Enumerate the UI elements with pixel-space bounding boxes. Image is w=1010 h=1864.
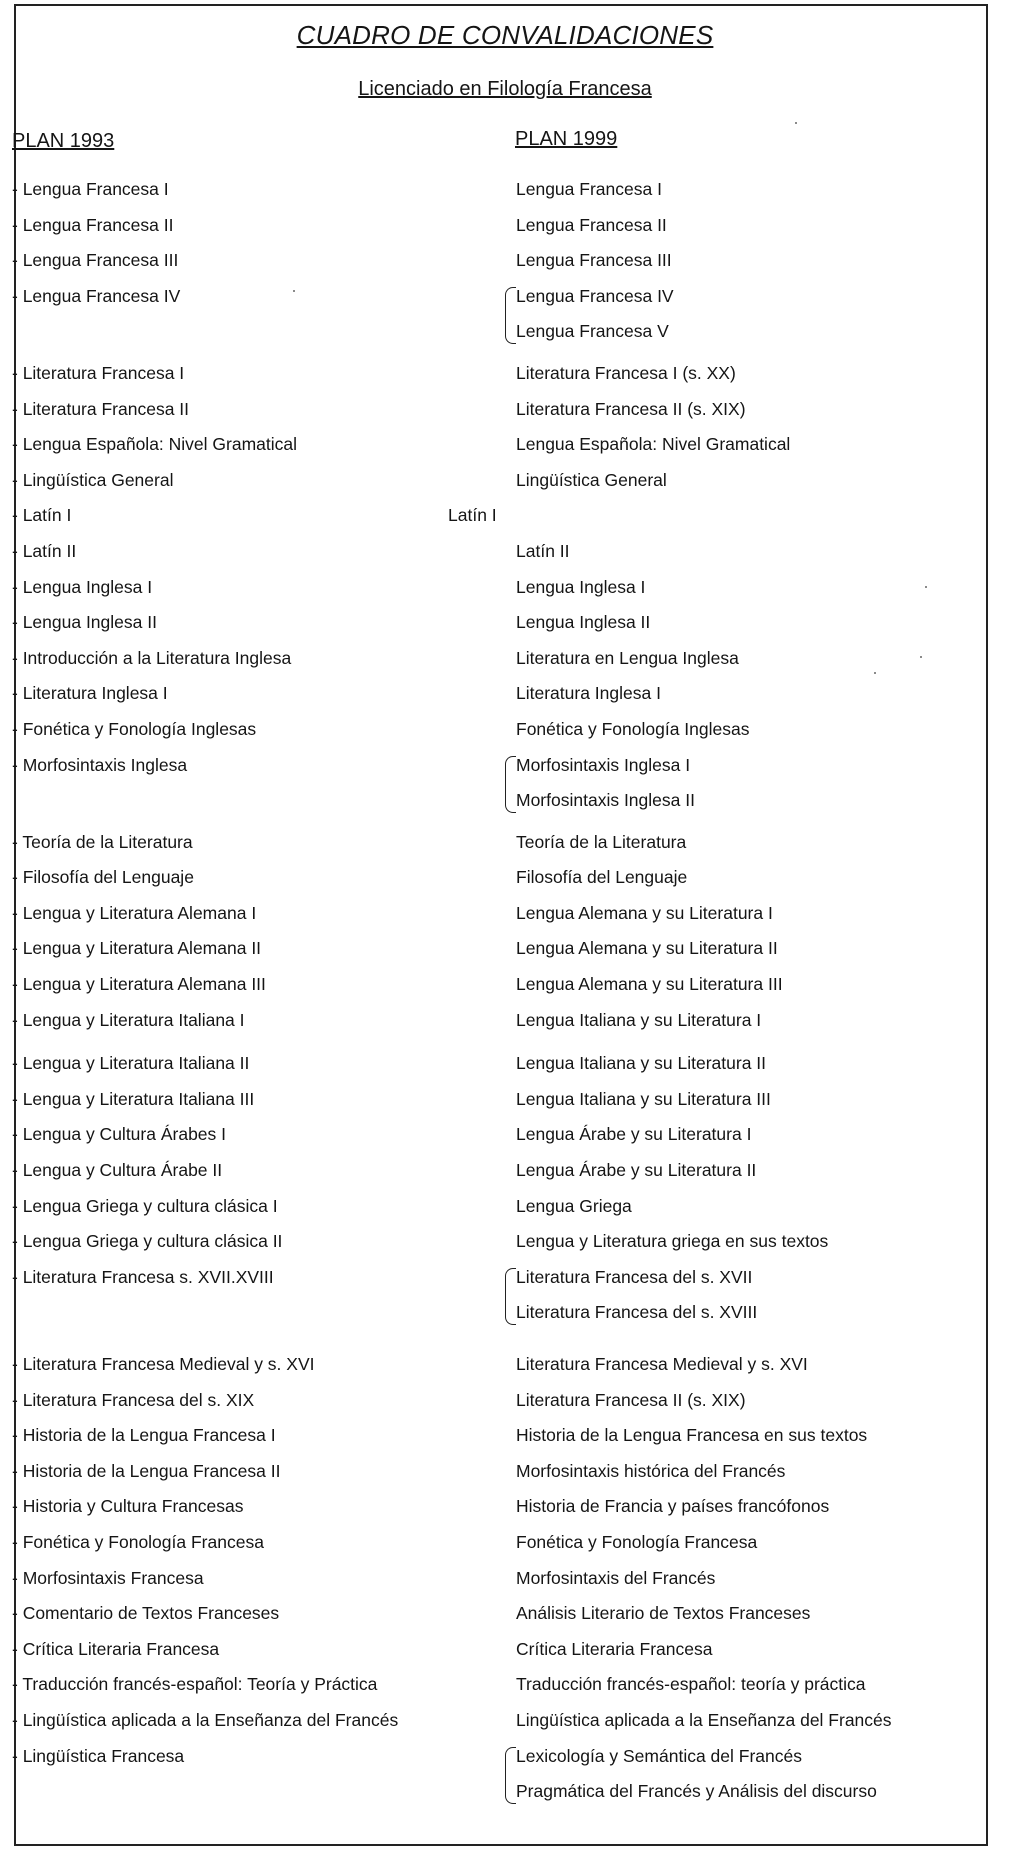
table-row [0, 570, 1010, 606]
plan-1993-course: - Lengua y Literatura Italiana III [12, 1088, 255, 1109]
plan-1999-course: Lengua Francesa IV [516, 285, 674, 306]
grouping-brace [505, 1747, 516, 1804]
plan-1993-course: - Lengua Francesa IV [12, 285, 181, 306]
plan-1999-course: Lengua Inglesa I [516, 576, 646, 597]
table-row [0, 1003, 1010, 1039]
plan-1999-course: Lengua Italiana y su Literatura I [516, 1009, 762, 1030]
table-row [0, 641, 1010, 677]
table-row [0, 1667, 1010, 1703]
grouping-brace [505, 1268, 516, 1325]
plan-1993-course: - Latín II [12, 540, 77, 561]
plan-1999-course: Lengua Árabe y su Literatura I [516, 1124, 752, 1145]
plan-1993-course: - Lengua Griega y cultura clásica II [12, 1231, 283, 1252]
plan-1993-course: - Fonética y Fonología Inglesas [12, 718, 257, 739]
plan-1999-course: Fonética y Fonología Francesa [516, 1531, 758, 1552]
table-row [0, 1418, 1010, 1454]
plan-1993-course: - Latín I [12, 505, 72, 526]
plan-1999-course: Lengua Alemana y su Literatura III [516, 974, 783, 995]
table-row [0, 1189, 1010, 1225]
plan-1993-course: - Lengua Inglesa I [12, 576, 153, 597]
plan-1999-course: Lingüística General [516, 469, 667, 490]
table-row [0, 498, 1010, 534]
scan-speck [293, 290, 295, 292]
plan-1993-course: - Historia y Cultura Francesas [12, 1496, 244, 1517]
plan-1993-course: - Historia de la Lengua Francesa I [12, 1425, 276, 1446]
plan-1999-course: Lingüística aplicada a la Enseñanza del Francés [516, 1709, 892, 1730]
plan-1993-course: - Comentario de Textos Franceses [12, 1603, 280, 1624]
scan-speck [795, 122, 797, 124]
plan-1993-course: - Lengua y Literatura Alemana II [12, 938, 262, 959]
plan-1999-course: Lengua Francesa V [516, 321, 669, 342]
plan-1993-course: - Literatura Francesa del s. XIX [12, 1389, 255, 1410]
table-row [0, 896, 1010, 932]
plan-1999-course: Literatura Francesa I (s. XX) [516, 362, 736, 383]
table-row [0, 825, 1010, 861]
plan-1999-course: Análisis Literario de Textos Franceses [516, 1603, 811, 1624]
plan-1999-course: Literatura Francesa II (s. XIX) [516, 1389, 746, 1410]
plan-1999-course: Literatura Francesa del s. XVII [516, 1266, 753, 1287]
plan-1999-course: Lengua Francesa II [516, 214, 667, 235]
table-row [0, 208, 1010, 244]
plan-1993-course: - Lengua Francesa I [12, 179, 169, 199]
plan-1993-course: - Lingüística General [12, 469, 174, 490]
grouping-brace [505, 287, 516, 344]
plan-1999-course: Lengua Francesa I [516, 179, 662, 199]
table-row [0, 463, 1010, 499]
plan-1999-header: PLAN 1999 [515, 128, 618, 150]
plan-1999-course: Morfosintaxis Inglesa II [516, 790, 695, 811]
plan-1993-course: - Lengua Francesa III [12, 250, 179, 271]
plan-1993-course: - Lengua y Literatura Italiana II [12, 1053, 250, 1074]
plan-1993-course: - Lengua Griega y cultura clásica I [12, 1195, 278, 1216]
plan-1993-course: - Crítica Literaria Francesa [12, 1638, 220, 1659]
grouping-brace [505, 756, 516, 813]
table-row [0, 712, 1010, 748]
plan-1993-course: - Lingüística Francesa [12, 1745, 185, 1766]
plan-1993-course: - Traducción francés-español: Teoría y Práctica [12, 1674, 378, 1695]
plan-1993-course: - Filosofía del Lenguaje [12, 867, 194, 888]
plan-1999-course: Literatura Francesa II (s. XIX) [516, 398, 746, 419]
plan-1999-course: Historia de la Lengua Francesa en sus textos [516, 1425, 868, 1446]
table-row [0, 1632, 1010, 1668]
table-row [0, 1525, 1010, 1561]
table-row [0, 356, 1010, 392]
row-spacer [0, 1331, 1010, 1347]
plan-1993-course: - Morfosintaxis Francesa [12, 1567, 204, 1588]
plan-1993-course: - Lingüística aplicada a la Enseñanza del Francés [12, 1709, 399, 1730]
table-row [0, 1082, 1010, 1118]
row-spacer [0, 1038, 1010, 1046]
plan-1993-course: - Fonética y Fonología Francesa [12, 1531, 264, 1552]
table-row [0, 1596, 1010, 1632]
plan-1993-course: - Lengua y Literatura Italiana I [12, 1009, 245, 1030]
plan-1999-course: Crítica Literaria Francesa [516, 1638, 713, 1659]
table-row [0, 1117, 1010, 1153]
plan-1993-course: - Literatura Francesa Medieval y s. XVI [12, 1354, 315, 1374]
plan-1999-course: Lengua Alemana y su Literatura I [516, 902, 773, 923]
table-row [0, 1224, 1010, 1260]
table-row [0, 676, 1010, 712]
plan-1993-course: - Lengua y Cultura Árabes I [12, 1124, 227, 1145]
plan-1993-course: - Lengua Inglesa II [12, 612, 157, 633]
plan-1999-course-centered: Latín I [448, 505, 497, 526]
plan-1999-course: Lengua Italiana y su Literatura III [516, 1088, 771, 1109]
table-row [0, 967, 1010, 1003]
table-row [0, 1454, 1010, 1490]
plan-1993-course: - Lengua y Literatura Alemana III [12, 974, 266, 995]
plan-1999-course: Filosofía del Lenguaje [516, 867, 688, 888]
plan-1999-course: Teoría de la Literatura [516, 831, 687, 852]
plan-1993-course: - Teoría de la Literatura [12, 831, 193, 852]
plan-1999-course: Literatura Francesa del s. XVIII [516, 1302, 758, 1323]
table-row [0, 1347, 1010, 1383]
table-row [0, 392, 1010, 428]
plan-1993-course: - Literatura Francesa II [12, 398, 190, 419]
table-row [0, 534, 1010, 570]
plan-1999-course: Literatura Francesa Medieval y s. XVI [516, 1354, 808, 1374]
plan-1993-header: PLAN 1993 [12, 130, 115, 152]
scan-speck [920, 656, 922, 658]
plan-1999-course: Morfosintaxis del Francés [516, 1567, 716, 1588]
table-row [0, 605, 1010, 641]
page-title: CUADRO DE CONVALIDACIONES [296, 20, 714, 50]
plan-1999-course: Latín II [516, 540, 570, 561]
page-subtitle: Licenciado en Filología Francesa [358, 78, 652, 100]
scan-speck [874, 672, 876, 674]
plan-1999-course: Fonética y Fonología Inglesas [516, 718, 750, 739]
plan-1999-course: Morfosintaxis Inglesa I [516, 754, 691, 775]
table-row [0, 1046, 1010, 1082]
convalidation-table [0, 172, 1010, 1810]
plan-1999-course: Lengua Alemana y su Literatura II [516, 938, 778, 959]
plan-1999-course: Pragmática del Francés y Análisis del discurso [516, 1781, 877, 1802]
table-row [0, 1153, 1010, 1189]
table-row [0, 427, 1010, 463]
plan-1999-course: Lengua y Literatura griega en sus textos [516, 1231, 829, 1252]
plan-1999-course: Literatura Inglesa I [516, 683, 661, 704]
plan-1999-course: Lengua Griega [516, 1195, 632, 1216]
plan-1993-course: - Lengua Francesa II [12, 214, 174, 235]
table-row [0, 172, 1010, 208]
table-row [0, 860, 1010, 896]
plan-1993-course: - Lengua y Literatura Alemana I [12, 902, 257, 923]
scan-speck [925, 586, 927, 588]
plan-1999-course: Traducción francés-español: teoría y práctica [516, 1674, 866, 1695]
plan-1999-course: Lengua Española: Nivel Gramatical [516, 434, 791, 455]
plan-1999-course: Lengua Árabe y su Literatura II [516, 1160, 757, 1181]
plan-1999-course: Literatura en Lengua Inglesa [516, 647, 739, 668]
table-row [0, 1383, 1010, 1419]
table-row [0, 1703, 1010, 1739]
plan-1993-course: - Lengua y Cultura Árabe II [12, 1160, 223, 1181]
plan-1999-course: Historia de Francia y países francófonos [516, 1496, 830, 1517]
plan-1999-course: Lengua Francesa III [516, 250, 672, 271]
plan-1993-course: - Introducción a la Literatura Inglesa [12, 647, 292, 668]
plan-1993-course: - Literatura Francesa s. XVII.XVIII [12, 1266, 274, 1287]
plan-1993-course: - Literatura Francesa I [12, 362, 185, 383]
plan-1993-course: - Literatura Inglesa I [12, 683, 168, 704]
plan-1999-course: Morfosintaxis histórica del Francés [516, 1460, 786, 1481]
table-row [0, 1489, 1010, 1525]
table-row [0, 1561, 1010, 1597]
plan-1999-course: Lexicología y Semántica del Francés [516, 1745, 802, 1766]
plan-1993-course: - Historia de la Lengua Francesa II [12, 1460, 281, 1481]
plan-1999-course: Lengua Italiana y su Literatura II [516, 1053, 767, 1074]
table-row [0, 931, 1010, 967]
table-row [0, 243, 1010, 279]
plan-1993-course: - Lengua Española: Nivel Gramatical [12, 434, 298, 455]
plan-1993-course: - Morfosintaxis Inglesa [12, 754, 188, 775]
plan-1999-course: Lengua Inglesa II [516, 612, 651, 633]
